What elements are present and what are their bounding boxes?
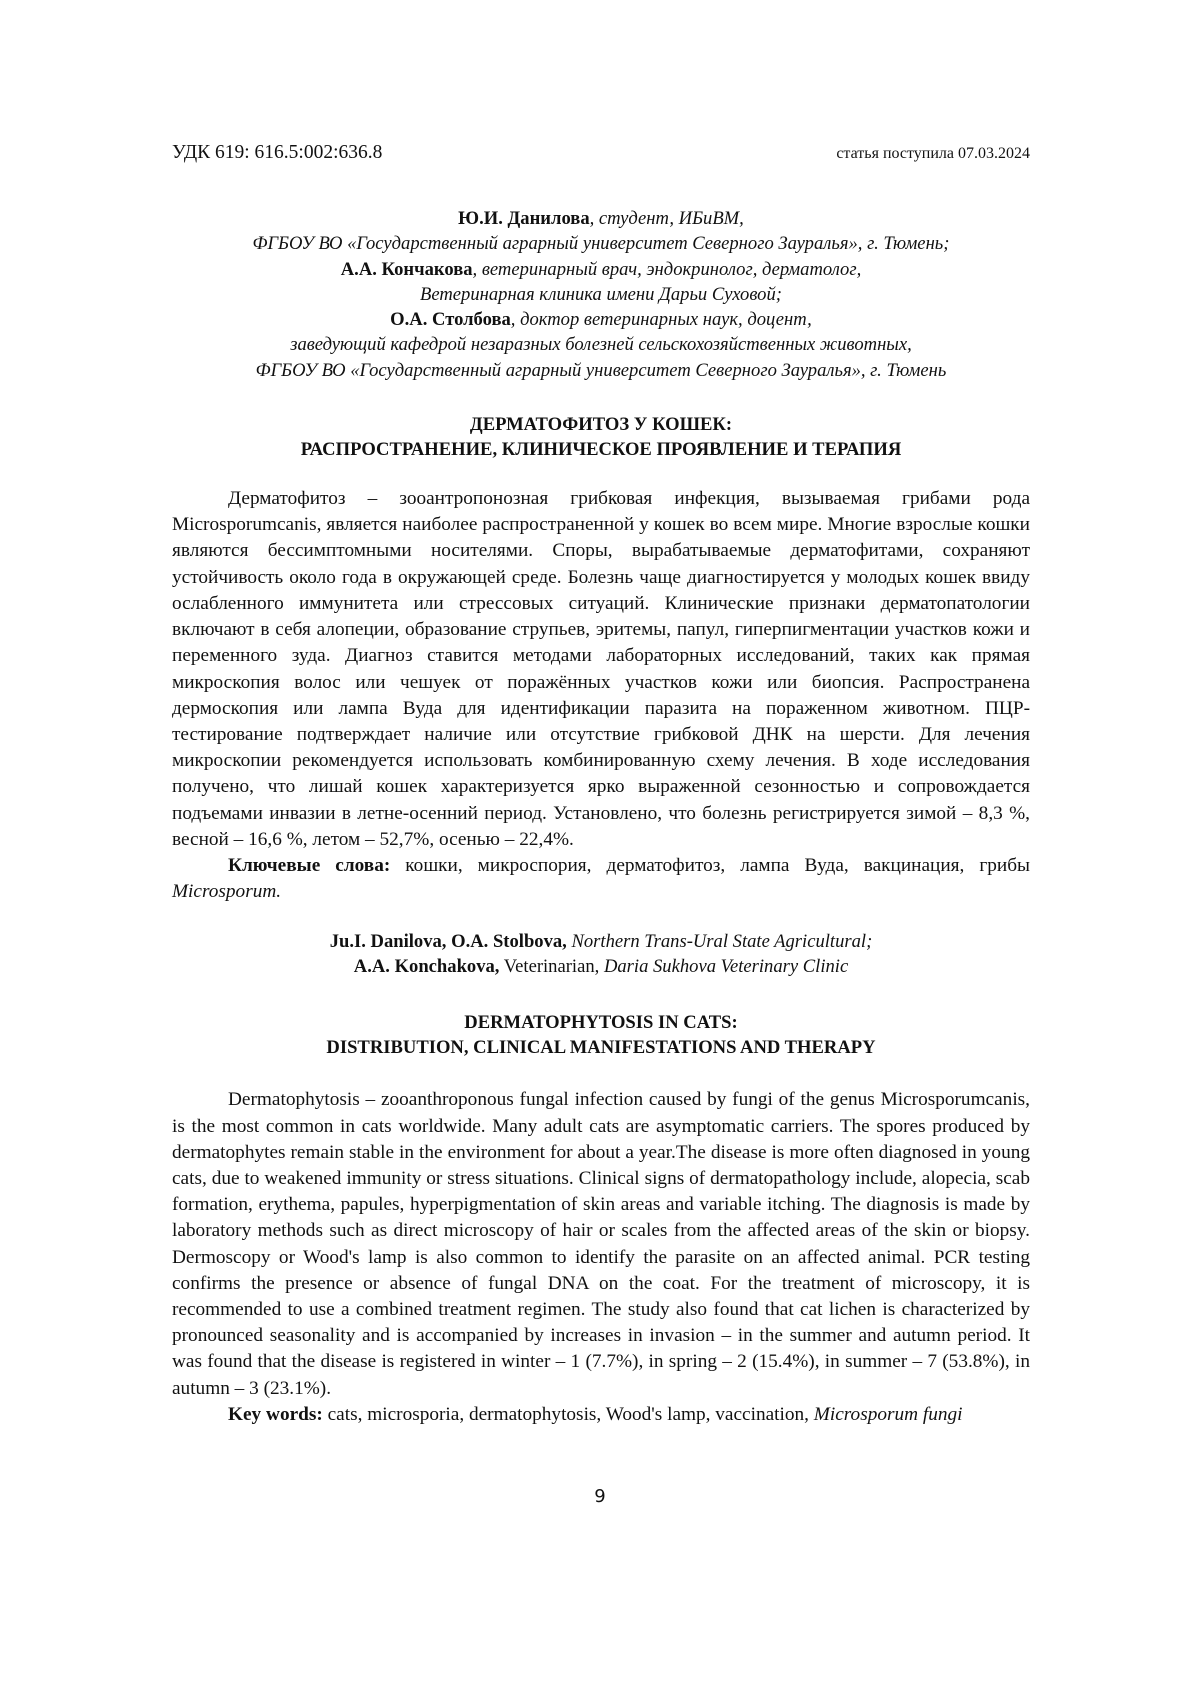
affiliation: ФГБОУ ВО «Государственный аграрный университет Северного Зауралья», г. Тюмень; [252, 233, 950, 255]
affiliation-line [172, 332, 1030, 357]
affiliation-line [172, 358, 1030, 383]
keywords-ru-text: кошки, микроспория, дерматофитоз, лампа Вуда, вакцинация, грибы [390, 854, 1030, 876]
keywords-ru-italic: Microsporum. [172, 881, 282, 903]
affiliation: ФГБОУ ВО «Государственный аграрный университет Северного Зауралья», г. Тюмень [255, 359, 947, 381]
title-en-line2: DISTRIBUTION, CLINICAL MANIFESTATIONS AND THERAPY [326, 1036, 876, 1058]
author-line [172, 206, 1030, 231]
authors-ru [172, 206, 1030, 383]
affiliation: Ветеринарная клиника имени Дарьи Суховой; [420, 283, 782, 305]
author-line [172, 307, 1030, 332]
keywords-en-italic: Microsporum fungi [813, 1403, 963, 1425]
received-date: статья поступила 07.03.2024 [836, 145, 1030, 162]
abstract-en [172, 1087, 1030, 1428]
author-en-names: Ju.I. Danilova, O.A. Stolbova, [329, 931, 567, 953]
title-ru-line2: РАСПРОСТРАНЕНИЕ, КЛИНИЧЕСКОЕ ПРОЯВЛЕНИЕ И ТЕРАПИЯ [300, 438, 902, 460]
author-en-name: A.A. Konchakova, [353, 956, 500, 978]
keywords-ru [172, 853, 1030, 905]
author-role: , студент, ИБиВМ, [589, 208, 744, 229]
title-ru-line1: ДЕРМАТОФИТОЗ У КОШЕК: [469, 414, 733, 436]
keywords-en-label: Key words: [228, 1403, 323, 1425]
page-content [172, 142, 1030, 1428]
affiliation: заведующий кафедрой незаразных болезней сельскохозяйственных животных, [290, 334, 912, 356]
author-line [172, 257, 1030, 282]
author-en-role: Veterinarian, [499, 956, 604, 978]
title-ru [172, 413, 1030, 462]
header-row [172, 142, 1030, 172]
affiliation-line [172, 282, 1030, 307]
author-role: , ветеринарный врач, эндокринолог, дерматолог, [472, 258, 862, 280]
author-en-line1 [172, 929, 1030, 954]
title-en [172, 1011, 1030, 1060]
page-number: 9 [594, 1486, 606, 1507]
abstract-ru [172, 486, 1030, 905]
author-en-affiliation: Daria Sukhova Veterinary Clinic [603, 956, 849, 978]
author-name: О.А. Столбова [390, 309, 511, 331]
author-name: А.А. Кончакова [340, 258, 473, 280]
title-en-line1: DERMATOPHYTOSIS IN CATS: [464, 1012, 738, 1034]
affiliation-line [172, 231, 1030, 256]
keywords-en [172, 1402, 1030, 1428]
authors-en [172, 929, 1030, 979]
keywords-en-text: cats, microsporia, dermatophytosis, Wood's lamp, vaccination, [322, 1403, 814, 1425]
udk-code: УДК 619: 616.5:002:636.8 [172, 142, 383, 163]
author-name: Ю.И. Данилова [458, 208, 590, 229]
author-en-line2 [172, 954, 1030, 979]
author-en-affiliation: Northern Trans-Ural State Agricultural; [566, 931, 873, 953]
abstract-en-text: Dermatophytosis – zooanthroponous fungal infection caused by fungi of the genus Microsporumcanis, is the most common in cats worldwide. Many adult cats are asymptomatic carriers. The spores produced by dermatophytes remain stable in the environment for about a year.The disease is more often diagnosed in young cats, due to weakened immunity or stress situations. Clinical signs of dermatopathology include, alopecia, scab formation, erythema, papules, hyperpigmentation of skin areas and variable itching. The diagnosis is made by laboratory methods such as direct microscopy of hair or scales from the affected areas of the skin or biopsy. Dermoscopy or Wood's lamp is also common to identify the parasite on an affected animal. PCR testing confirms the presence or absence of fungal DNA on the coat. For the treatment of microscopy, it is recommended to use a combined treatment regimen. The study also found that cat lichen is characterized by pronounced seasonality and is accompanied by increases in invasion – in the summer and autumn period. It was found that the disease is registered in winter – 1 (7.7%), in spring – 2 (15.4%), in summer – 7 (53.8%), in autumn – 3 (23.1%). [172, 1089, 1030, 1399]
author-role: , доктор ветеринарных наук, доцент, [510, 309, 812, 331]
keywords-ru-label: Ключевые слова: [228, 854, 391, 876]
abstract-ru-text: Дерматофитоз – зооантропонозная грибковая инфекция, вызываемая грибами рода Microsporumcanis, является наиболее распространенной у кошек во всем мире. Многие взрослые кошки являются бессимптомными носителями. Споры, вырабатываемые дерматофитами, сохраняют устойчивость около года в окружающей среде. Болезнь чаще диагностируется у молодых кошек ввиду ослабленного иммунитета или стрессовых ситуаций. Клинические признаки дерматопатологии включают в себя алопеции, образование струпьев, эритемы, папул, гиперпигментации участков кожи и переменного зуда. Диагноз ставится методами лабораторных исследований, таких как прямая микроскопия волос или чешуек от поражённых участков кожи или биопсия. Распространена дермоскопия или лампа Вуда для идентификации паразита на пораженном животном. ПЦР-тестирование подтверждает наличие или отсутствие грибковой ДНК на шерсти. Для лечения микроскопии рекомендуется использовать комбинированную схему лечения. В ходе исследования получено, что лишай кошек характеризуется ярко выраженной сезонностью и сопровождается подъемами инвазии в летне-осенний период. Установлено, что болезнь регистрируется зимой – 8,3 %, весной – 16,6 %, летом – 52,7%, осенью – 22,4%. [172, 488, 1030, 850]
